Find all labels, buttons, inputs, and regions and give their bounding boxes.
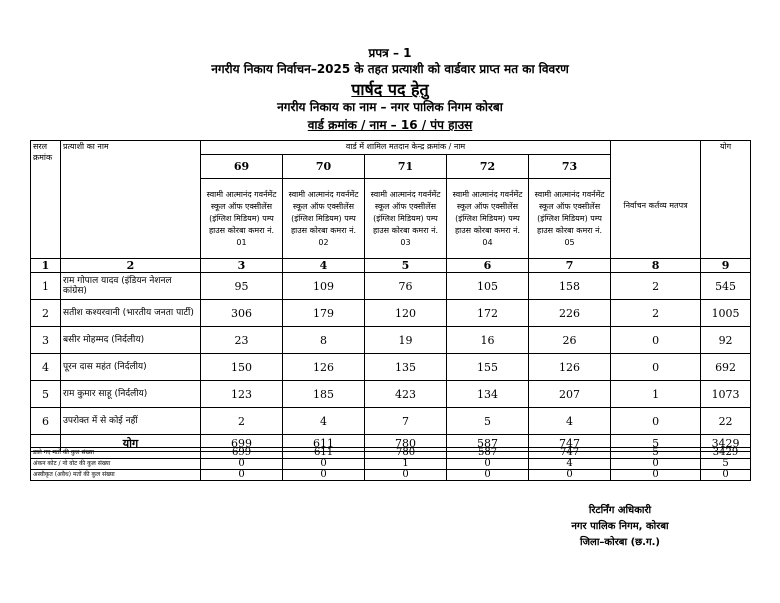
candidate-votes: 120 (365, 300, 447, 327)
candidate-votes: 126 (529, 354, 611, 381)
total-votes: 747 (529, 435, 611, 452)
total-votes: 611 (283, 435, 365, 452)
candidate-votes: 109 (283, 273, 365, 300)
total-label: योग (61, 435, 201, 452)
candidate-name: पूरन दास महंत (निर्दलीय) (61, 354, 201, 381)
summary-votes: 0 (529, 470, 611, 481)
ward-title: वार्ड क्रमांक / नाम – 16 / पंप हाउस (307, 118, 473, 132)
summary-total: 0 (701, 470, 751, 481)
summary-votes: 4 (529, 459, 611, 470)
candidate-postal: 0 (611, 327, 701, 354)
candidate-votes: 8 (283, 327, 365, 354)
centre-number: 73 (529, 155, 611, 179)
header-total: योग (701, 141, 751, 259)
candidate-row (31, 273, 751, 300)
column-number: 9 (701, 259, 751, 273)
summary-row (31, 448, 751, 459)
candidate-name: सतीश कश्यरवानी (भारतीय जनता पार्टी) (61, 300, 201, 327)
candidate-votes: 134 (447, 381, 529, 408)
candidate-votes: 423 (365, 381, 447, 408)
candidate-total: 545 (701, 273, 751, 300)
column-number: 2 (61, 259, 201, 273)
summary-postal: 0 (611, 459, 701, 470)
summary-postal: 0 (611, 470, 701, 481)
candidate-votes: 76 (365, 273, 447, 300)
signature-office: नगर पालिक निगम, कोरबा (571, 521, 669, 532)
candidate-serial: 3 (31, 327, 61, 354)
candidate-total: 22 (701, 408, 751, 435)
centre-number: 69 (201, 155, 283, 179)
summary-votes: 747 (529, 448, 611, 459)
summary-label: अस्वीकृत (अवैध) मतों की कुल संख्या (31, 470, 201, 481)
grand-total: 3429 (701, 435, 751, 452)
summary-votes: 0 (447, 459, 529, 470)
candidate-votes: 150 (201, 354, 283, 381)
candidate-votes: 5 (447, 408, 529, 435)
column-number: 8 (611, 259, 701, 273)
summary-votes: 0 (283, 459, 365, 470)
column-number: 5 (365, 259, 447, 273)
summary-votes: 780 (365, 448, 447, 459)
summary-total: 3429 (701, 448, 751, 459)
total-votes: 699 (201, 435, 283, 452)
body-name: नगरीय निकाय का नाम – नगर पालिक निगम कोरबा (277, 100, 503, 114)
candidate-postal: 2 (611, 273, 701, 300)
summary-postal: 5 (611, 448, 701, 459)
summary-rows (31, 448, 751, 481)
candidate-name: उपरोक्त में से कोई नहीं (61, 408, 201, 435)
summary-votes: 0 (283, 470, 365, 481)
candidate-votes: 19 (365, 327, 447, 354)
candidate-votes: 179 (283, 300, 365, 327)
candidate-total: 92 (701, 327, 751, 354)
header-postal: निर्वाचन कर्तव्य मतपत्र (611, 155, 701, 259)
post-title: पार्षद पद हेतु (351, 80, 429, 99)
summary-votes: 1 (365, 459, 447, 470)
candidate-votes: 26 (529, 327, 611, 354)
centre-name: स्वामी आत्मानंद गवर्नमेंट स्कूल ऑफ एक्सीलेंस (इंग्लिश मिडियम) पम्प हाउस कोरबा कमरा नं. 04 (447, 179, 529, 259)
candidate-votes: 95 (201, 273, 283, 300)
candidate-postal: 0 (611, 354, 701, 381)
header-postal-top (611, 141, 701, 155)
candidate-row (31, 408, 751, 435)
column-number: 1 (31, 259, 61, 273)
summary-row (31, 459, 751, 470)
summary-votes: 0 (201, 470, 283, 481)
column-number: 6 (447, 259, 529, 273)
candidate-row (31, 300, 751, 327)
summary-votes: 0 (447, 470, 529, 481)
candidate-row (31, 381, 751, 408)
column-number: 7 (529, 259, 611, 273)
candidate-serial: 6 (31, 408, 61, 435)
centre-name: स्वामी आत्मानंद गवर्नमेंट स्कूल ऑफ एक्सीलेंस (इंग्लिश मिडियम) पम्प हाउस कोरबा कमरा नं. 05 (529, 179, 611, 259)
summary-table (30, 447, 751, 481)
candidate-serial: 1 (31, 273, 61, 300)
candidate-votes: 123 (201, 381, 283, 408)
candidate-row (31, 327, 751, 354)
candidate-serial: 4 (31, 354, 61, 381)
candidate-postal: 1 (611, 381, 701, 408)
candidate-serial: 5 (31, 381, 61, 408)
candidate-name: राम कुमार साहू (निर्दलीय) (61, 381, 201, 408)
candidate-votes: 306 (201, 300, 283, 327)
candidate-votes: 105 (447, 273, 529, 300)
column-number: 3 (201, 259, 283, 273)
candidate-row (31, 354, 751, 381)
summary-votes: 0 (201, 459, 283, 470)
candidate-votes: 2 (201, 408, 283, 435)
signature-title: रिटर्निंग अधिकारी (588, 505, 652, 516)
summary-votes: 587 (447, 448, 529, 459)
candidate-name: बसीर मोहम्मद (निर्दलीय) (61, 327, 201, 354)
candidate-votes: 126 (283, 354, 365, 381)
centre-name: स्वामी आत्मानंद गवर्नमेंट स्कूल ऑफ एक्सीलेंस (इंग्लिश मिडियम) पम्प हाउस कोरबा कमरा नं. 03 (365, 179, 447, 259)
candidate-rows (31, 273, 751, 435)
header-serial: सरल क्रमांक (31, 141, 61, 259)
header-candidate: प्रत्याशी का नाम (61, 141, 201, 259)
candidate-votes: 4 (529, 408, 611, 435)
candidate-votes: 185 (283, 381, 365, 408)
candidate-total: 692 (701, 354, 751, 381)
candidate-votes: 4 (283, 408, 365, 435)
candidate-votes: 226 (529, 300, 611, 327)
candidate-votes: 23 (201, 327, 283, 354)
candidate-votes: 155 (447, 354, 529, 381)
signature-district: जिला–कोरबा (छ.ग.) (580, 537, 660, 548)
centre-number: 72 (447, 155, 529, 179)
candidate-votes: 158 (529, 273, 611, 300)
candidate-votes: 16 (447, 327, 529, 354)
candidate-votes: 172 (447, 300, 529, 327)
total-postal: 5 (611, 435, 701, 452)
total-votes: 587 (447, 435, 529, 452)
column-number: 4 (283, 259, 365, 273)
total-votes: 780 (365, 435, 447, 452)
centre-number: 70 (283, 155, 365, 179)
centre-name: स्वामी आत्मानंद गवर्नमेंट स्कूल ऑफ एक्सीलेंस (इंग्लिश मिडियम) पम्प हाउस कोरबा कमरा नं. 01 (201, 179, 283, 259)
column-number-row (31, 259, 751, 273)
centre-number: 71 (365, 155, 447, 179)
results-table (30, 140, 751, 452)
candidate-votes: 135 (365, 354, 447, 381)
centre-name: स्वामी आत्मानंद गवर्नमेंट स्कूल ऑफ एक्सीलेंस (इंग्लिश मिडियम) पम्प हाउस कोरबा कमरा नं. 02 (283, 179, 365, 259)
candidate-total: 1073 (701, 381, 751, 408)
summary-votes: 0 (365, 470, 447, 481)
summary-label: अंकन कोट / नो वोट की कुल संख्या (31, 459, 201, 470)
document-subtitle: नगरीय निकाय निर्वाचन–2025 के तहत प्रत्याशी को वार्डवार प्राप्त मत का विवरण (211, 62, 569, 76)
form-number: प्रपत्र – 1 (368, 46, 412, 60)
candidate-postal: 2 (611, 300, 701, 327)
summary-votes: 699 (201, 448, 283, 459)
candidate-name: राम गोपाल यादव (इंडियन नेशनल कांग्रेस) (61, 273, 201, 300)
candidate-votes: 207 (529, 381, 611, 408)
header-centres: वार्ड में शामिल मतदान केन्द्र क्रमांक / नाम (201, 141, 611, 155)
summary-row (31, 470, 751, 481)
summary-votes: 611 (283, 448, 365, 459)
summary-total: 5 (701, 459, 751, 470)
candidate-total: 1005 (701, 300, 751, 327)
candidate-serial: 2 (31, 300, 61, 327)
candidate-postal: 0 (611, 408, 701, 435)
candidate-votes: 7 (365, 408, 447, 435)
summary-label: डाले गए मतों की कुल संख्या (31, 448, 201, 459)
